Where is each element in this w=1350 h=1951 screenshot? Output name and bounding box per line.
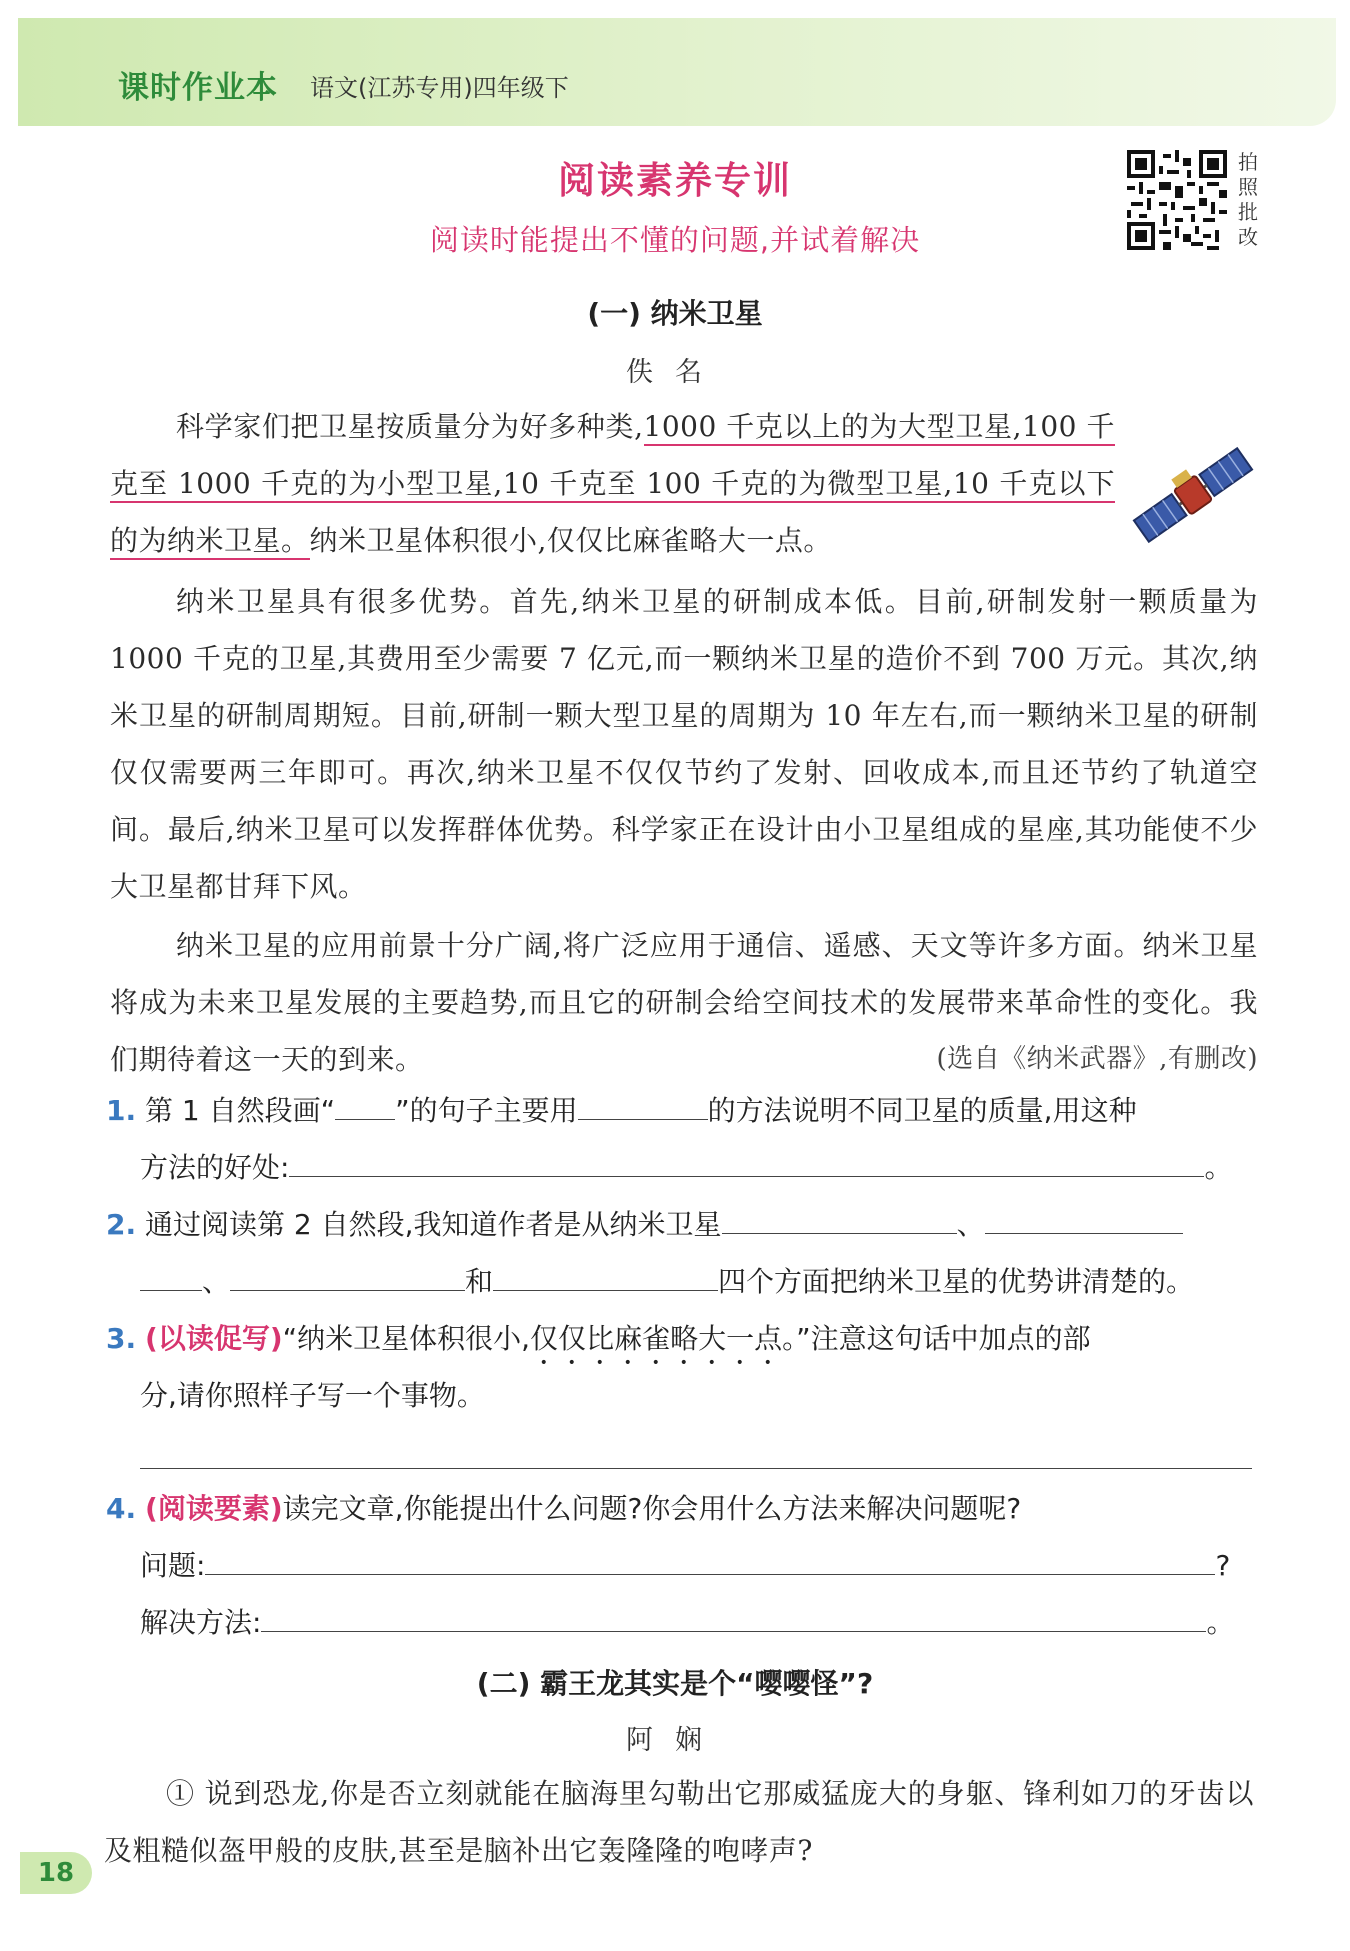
p1-text-b: 纳米卫星体积很小,仅仅比麻雀略大一点。: [309, 524, 832, 557]
q4-method-label: 解决方法:: [140, 1606, 262, 1639]
question-2: [106, 1196, 1261, 1253]
article2-paragraph-1: ① 说到恐龙,你是否立刻就能在脑海里勾勒出它那威猛庞大的身躯、锋利如刀的牙齿以及粗糙似盔甲般的皮肤,甚至是脑补出它轰隆隆的咆哮声?: [104, 1777, 1254, 1867]
article2-author: 阿娴: [626, 1725, 724, 1756]
satellite-icon: [1128, 430, 1258, 560]
q3-dotted-phrase: 仅仅比麻雀略大一点: [530, 1322, 783, 1355]
q1-blank-mark[interactable]: [335, 1089, 395, 1120]
source-citation: (选自《纳米武器》,有删改): [936, 1044, 1258, 1074]
brand-title: 课时作业本: [118, 70, 278, 106]
article1-paragraph-1: [110, 398, 1115, 569]
q2-line-2: [140, 1253, 1260, 1310]
article1-author: 佚名: [626, 357, 724, 388]
q1-text-c: 的方法说明不同卫星的质量,用这种: [707, 1094, 1137, 1127]
q4-number: 4.: [106, 1492, 137, 1525]
q2-blank-1[interactable]: [722, 1203, 957, 1234]
q2-and: 和: [465, 1265, 494, 1298]
q1-text-b: ”的句子主要用: [395, 1094, 578, 1127]
article1-title: (一) 纳米卫星: [587, 297, 763, 330]
question-3: [106, 1310, 1261, 1371]
q4-blank-method[interactable]: [261, 1601, 1206, 1632]
q1-blank-benefit[interactable]: [289, 1146, 1204, 1177]
q2-blank-2b[interactable]: [140, 1260, 202, 1291]
q3-tag: (以读促写): [145, 1322, 283, 1355]
q1-blank-method[interactable]: [578, 1089, 708, 1120]
q1-text-a: 第 1 自然段画“: [145, 1094, 336, 1127]
q4-method-line: [140, 1594, 1260, 1651]
qr-caption: 拍照批改: [1238, 150, 1258, 249]
q2-blank-2a[interactable]: [985, 1203, 1183, 1234]
q3-text-a: “纳米卫星体积很小,: [282, 1322, 531, 1355]
q4-blank-question[interactable]: [205, 1544, 1215, 1575]
section-subtitle: 阅读时能提出不懂的问题,并试着解决: [429, 223, 921, 257]
q1-number: 1.: [106, 1094, 137, 1127]
article1-paragraph-2: 纳米卫星具有很多优势。首先,纳米卫星的研制成本低。目前,研制发射一颗质量为 1000 千克的卫星,其费用至少需要 7 亿元,而一颗纳米卫星的造价不到 700 万元。其次,纳米卫星的研制周期短。目前,研制一颗大型卫星的周期为 10 年左右,而一颗纳米卫星的研制仅仅需要两三年即可。再次,纳米卫星不仅仅节约了发射、回收成本,而且还节约了轨道空间。最后,纳米卫星可以发挥群体优势。科学家正在设计由小卫星组成的星座,其功能使不少大卫星都甘拜下风。: [110, 585, 1258, 903]
q3-answer-line[interactable]: [140, 1468, 1252, 1469]
p3-text: 纳米卫星的应用前景十分广阔,将广泛应用于通信、遥感、天文等许多方面。纳米卫星将成为未来卫星发展的主要趋势,而且它的研制会给空间技术的发展带来革命性的变化。我们期待着这一天的到来。: [110, 929, 1258, 1076]
q4-qmark: ?: [1215, 1549, 1231, 1582]
q3-number: 3.: [106, 1322, 137, 1355]
q4-tag: (阅读要素): [145, 1492, 283, 1525]
q2-number: 2.: [106, 1208, 137, 1241]
p1-text-a: 科学家们把卫星按质量分为好多种类,: [176, 410, 644, 443]
q3-line-2: 分,请你照样子写一个事物。: [140, 1379, 485, 1412]
q2-text-e: 四个方面把纳米卫星的优势讲清楚的。: [718, 1265, 1195, 1298]
q4-question-label: 问题:: [140, 1549, 206, 1582]
q1-benefit-line: [140, 1139, 1260, 1196]
q4-text-a: 读完文章,你能提出什么问题?你会用什么方法来解决问题呢?: [282, 1492, 1022, 1525]
section-title: 阅读素养专训: [558, 159, 792, 202]
qr-code-icon[interactable]: [1127, 150, 1227, 250]
q2-blank-3[interactable]: [230, 1260, 465, 1291]
q2-text-a: 通过阅读第 2 自然段,我知道作者是从纳米卫星: [145, 1208, 722, 1241]
page-number: 18: [20, 1852, 92, 1894]
article2-title: (二) 霸王龙其实是个“嘤嘤怪”?: [476, 1667, 874, 1700]
q1-text-d: 方法的好处:: [140, 1151, 290, 1184]
q4-question-line: [140, 1537, 1260, 1594]
subject-label: 语文(江苏专用)四年级下: [310, 74, 569, 102]
q2-blank-4[interactable]: [493, 1260, 718, 1291]
q2-sep-1: 、: [956, 1208, 985, 1241]
q3-text-b: 。”注意这句话中加点的部: [782, 1322, 1091, 1355]
q4-period: 。: [1206, 1606, 1235, 1639]
underlined-sentence: 1000 千克以上的为大型卫星,100 千克至 1000 千克的为小型卫星,10 千克至 100 千克的为微型卫星,10 千克以下的为纳米卫星。: [110, 410, 1115, 560]
q2-sep-2: 、: [202, 1265, 231, 1298]
article1-paragraph-3: [110, 917, 1258, 1088]
question-1: [106, 1082, 1261, 1139]
question-4: [106, 1480, 1261, 1537]
q1-period: 。: [1204, 1151, 1233, 1184]
